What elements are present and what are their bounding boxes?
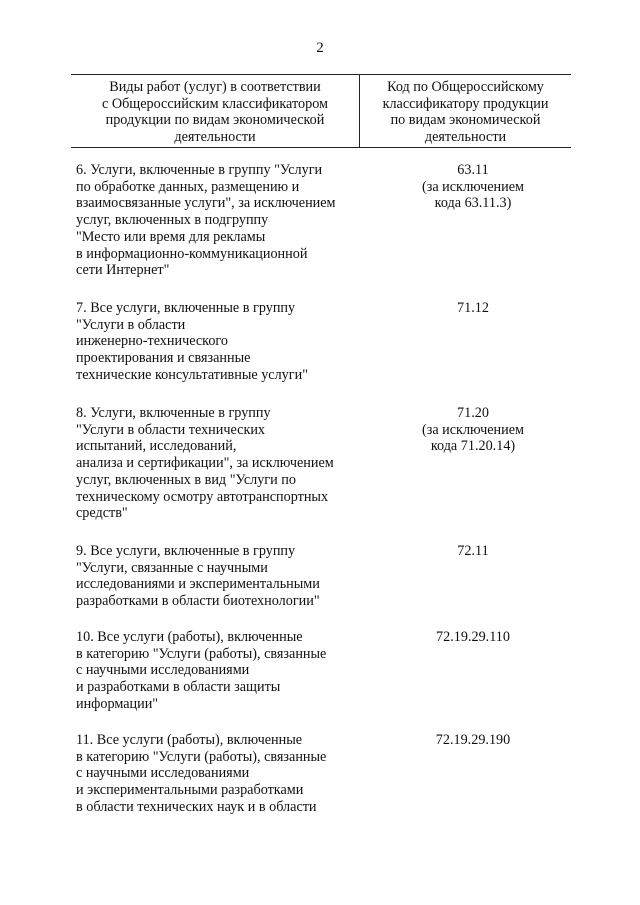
- code-line: 63.11: [457, 162, 489, 178]
- code-line: (за исключением: [422, 178, 524, 195]
- desc-line: 8. Услуги, включенные в группу: [76, 405, 271, 421]
- row-code: [371, 732, 571, 816]
- page-number: 2: [316, 40, 324, 56]
- desc-line: испытаний, исследований,: [76, 438, 237, 455]
- code-line: кода 63.11.3): [434, 195, 512, 212]
- header-left-line: Виды работ (услуг) в соответствии: [109, 79, 321, 95]
- row-description: [71, 162, 371, 279]
- desc-line: "Услуги, связанные с научными: [76, 559, 268, 576]
- header-right-line: по видам экономической: [390, 112, 541, 129]
- row-description: [71, 300, 371, 384]
- desc-line: в категорию "Услуги (работы), связанные: [76, 748, 327, 765]
- header-left-line: с Общероссийским классификатором: [101, 95, 328, 112]
- row-code: [371, 300, 571, 384]
- table-row: [71, 543, 571, 610]
- table-row: [71, 300, 571, 384]
- header-left-line: деятельности: [174, 128, 256, 145]
- header-right-line: деятельности: [424, 128, 507, 145]
- row-code: [371, 162, 571, 279]
- desc-line: в области технических наук и в области: [76, 798, 317, 815]
- desc-line: услуг, включенных в вид "Услуги по: [76, 471, 296, 488]
- desc-line: проектирования и связанные: [76, 350, 251, 367]
- row-code: [371, 543, 571, 610]
- code-line: 72.19.29.110: [436, 629, 510, 645]
- desc-line: в категорию "Услуги (работы), связанные: [76, 645, 327, 662]
- desc-line: 7. Все услуги, включенные в группу: [76, 300, 296, 316]
- header-okpd-code: [360, 75, 571, 147]
- desc-line: техническому осмотру автотранспортных: [76, 488, 329, 505]
- code-line: 72.11: [457, 543, 489, 559]
- row-description: [71, 405, 371, 522]
- desc-line: 10. Все услуги (работы), включенные: [76, 629, 303, 645]
- code-line: 71.12: [457, 300, 489, 316]
- desc-line: 9. Все услуги, включенные в группу: [76, 543, 296, 559]
- desc-line: "Место или время для рекламы: [76, 228, 266, 245]
- row-description: [71, 629, 371, 713]
- header-work-types: [71, 75, 360, 147]
- row-code: [371, 405, 571, 522]
- desc-line: взаимосвязанные услуги", за исключением: [76, 195, 336, 212]
- desc-line: сети Интернет": [76, 262, 170, 279]
- desc-line: инженерно-технического: [76, 333, 228, 350]
- code-line: кода 71.20.14): [430, 438, 516, 455]
- desc-line: по обработке данных, размещению и: [76, 178, 300, 195]
- desc-line: исследованиями и экспериментальными: [76, 576, 320, 593]
- desc-line: анализа и сертификации", за исключением: [76, 455, 334, 472]
- code-line: 72.19.29.190: [435, 732, 511, 748]
- desc-line: и экспериментальными разработками: [76, 782, 304, 799]
- desc-line: в информационно-коммуникационной: [76, 245, 308, 262]
- row-description: [71, 543, 371, 610]
- desc-line: услуг, включенных в подгруппу: [76, 212, 269, 229]
- row-code: [371, 629, 571, 713]
- header-right-line: классификатору продукции: [382, 95, 549, 112]
- desc-line: информации": [76, 695, 159, 712]
- desc-line: "Услуги в области: [76, 316, 186, 333]
- table-row: [71, 405, 571, 522]
- table-header: [71, 74, 571, 148]
- desc-line: "Услуги в области технических: [76, 421, 266, 438]
- desc-line: с научными исследованиями: [76, 765, 250, 782]
- header-left-line: продукции по видам экономической: [105, 112, 325, 129]
- desc-line: 6. Услуги, включенные в группу "Услуги: [76, 162, 323, 178]
- code-line: (за исключением: [422, 421, 524, 438]
- desc-line: технические консультативные услуги": [76, 366, 308, 383]
- desc-line: с научными исследованиями: [76, 662, 250, 679]
- row-description: [71, 732, 371, 816]
- code-line: 71.20: [457, 405, 489, 421]
- table-row: [71, 629, 571, 713]
- desc-line: 11. Все услуги (работы), включенные: [76, 732, 303, 748]
- table-row: [71, 162, 571, 279]
- classification-table: [71, 74, 571, 815]
- desc-line: разработками в области биотехнологии": [76, 593, 320, 610]
- table-row: [71, 732, 571, 816]
- header-right-line: Код по Общероссийскому: [387, 79, 544, 95]
- desc-line: средств": [76, 505, 128, 522]
- desc-line: и разработками в области защиты: [76, 679, 281, 696]
